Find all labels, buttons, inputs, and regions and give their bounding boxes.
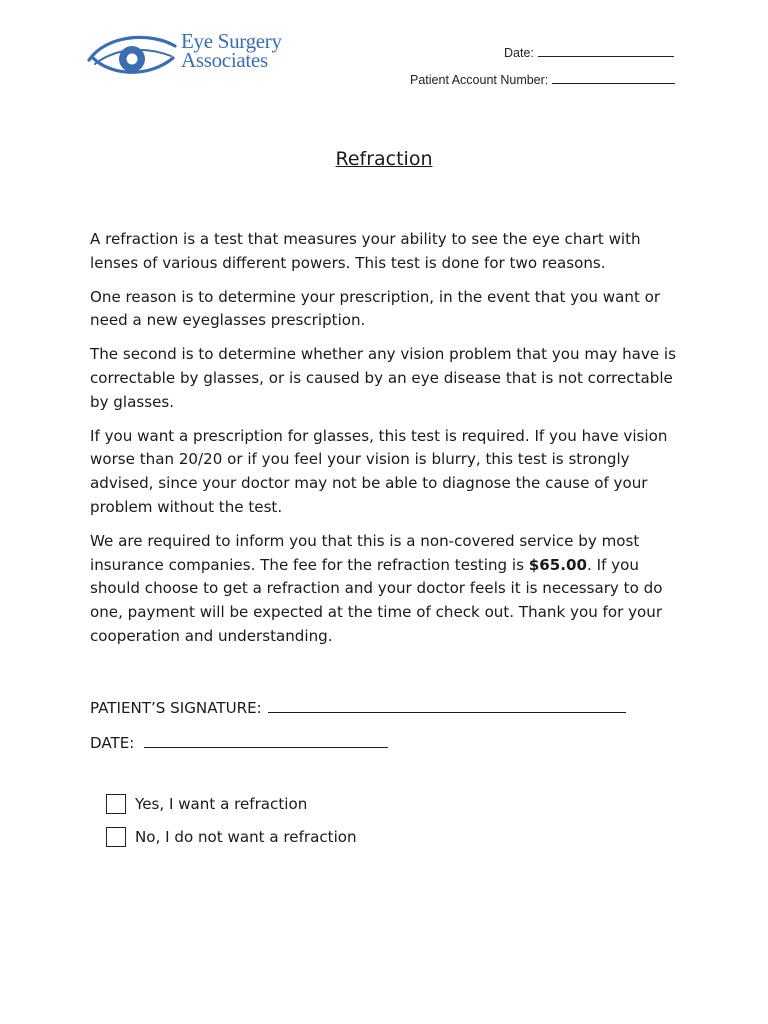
patient-signature-line[interactable] (268, 696, 626, 713)
eye-logo-icon (85, 28, 177, 80)
paragraph-3: The second is to determine whether any vision problem that you may have is correctable by glasses, or is caused by an eye disease that is not correctable by glasses. (90, 345, 676, 411)
patient-signature-field (90, 696, 626, 717)
patient-account-field (410, 73, 675, 87)
patient-account-line[interactable] (552, 73, 675, 84)
page-title: Refraction (335, 148, 433, 170)
yes-option-label: Yes, I want a refraction (135, 795, 308, 813)
paragraph-5-end: . If you should choose to get a refraction and your doctor feels it is necessary to do one, payment will be expected at the time of check out. Thank you for your cooperation and understanding. (90, 555, 663, 645)
option-yes-refraction (106, 794, 307, 814)
option-no-refraction (106, 827, 357, 847)
paragraph-1: A refraction is a test that measures your ability to see the eye chart with lenses of various different powers. This test is done for two reasons. (90, 230, 641, 272)
company-logo (85, 26, 285, 84)
paragraph-4: If you want a prescription for glasses, this test is required. If you have vision worse than 20/20 or if you feel your vision is blurry, this test is strongly advised, since your doctor may not be able to diagnose the cause of your problem without the test. (90, 426, 668, 516)
patient-account-label: Patient Account Number: (410, 73, 549, 87)
no-option-label: No, I do not want a refraction (135, 828, 357, 846)
paragraph-5 (90, 530, 685, 649)
signature-date-label: DATE: (90, 734, 135, 752)
logo-wordmark (181, 29, 282, 72)
signature-date-line[interactable] (144, 731, 388, 748)
refraction-fee: $65.00 (528, 555, 588, 574)
yes-checkbox[interactable] (106, 794, 126, 814)
header-date-field (504, 46, 674, 60)
body-text (90, 228, 685, 659)
patient-signature-label: PATIENT’S SIGNATURE: (90, 699, 262, 717)
no-checkbox[interactable] (106, 827, 126, 847)
logo-line-1: Eye Surgery (181, 29, 282, 53)
signature-date-field (90, 731, 388, 752)
header-date-label: Date: (504, 46, 534, 60)
header-date-line[interactable] (538, 46, 674, 57)
paragraph-5-start: We are required to inform you that this is a non-covered service by most insurance companies. The fee for the refraction testing is (90, 531, 640, 574)
logo-line-2: Associates (181, 48, 268, 72)
paragraph-2: One reason is to determine your prescription, in the event that you want or need a new eyeglasses prescription. (90, 287, 661, 330)
